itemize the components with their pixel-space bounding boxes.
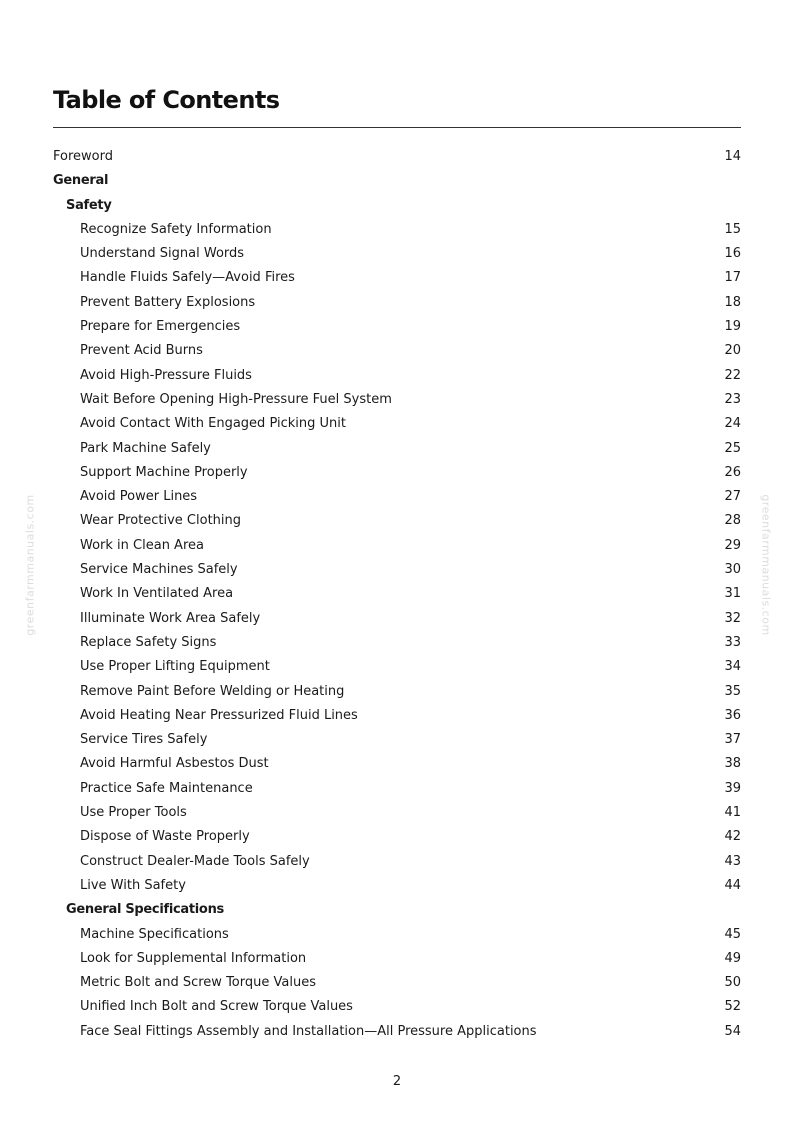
- toc-entry-page-number: 22: [724, 367, 741, 383]
- toc-entry-page-number: 27: [724, 489, 741, 505]
- toc-entry-label: Understand Signal Words: [80, 246, 245, 262]
- toc-entry-label: Support Machine Properly: [80, 464, 248, 480]
- toc-entry-page-number: 44: [724, 877, 741, 893]
- toc-entry[interactable]: [0, 680, 794, 704]
- toc-entry-page-number: 17: [724, 270, 741, 286]
- toc-entry-label: Recognize Safety Information: [80, 221, 272, 237]
- toc-entry-label: Service Tires Safely: [80, 732, 208, 748]
- toc-entry-label: Use Proper Lifting Equipment: [80, 659, 270, 675]
- toc-entry-page-number: 32: [724, 610, 741, 626]
- toc-entry-page-number: 38: [724, 756, 741, 772]
- toc-entry-label: Work in Clean Area: [80, 537, 204, 553]
- toc-entry-label: Remove Paint Before Welding or Heating: [80, 683, 345, 699]
- toc-entry-page-number: 34: [724, 659, 741, 675]
- toc-entry[interactable]: [0, 291, 794, 315]
- toc-entry-page-number: 30: [724, 562, 741, 578]
- toc-entry-label: Replace Safety Signs: [80, 634, 217, 650]
- toc-entry[interactable]: [0, 607, 794, 631]
- toc-entry-label: Machine Specifications: [80, 926, 229, 942]
- toc-entry-label: Avoid Power Lines: [80, 489, 198, 505]
- toc-entry-label: Live With Safety: [80, 877, 186, 893]
- toc-entry-label: Wear Protective Clothing: [80, 513, 242, 529]
- toc-entry[interactable]: [0, 850, 794, 874]
- toc-entry-label: Wait Before Opening High-Pressure Fuel System: [80, 391, 392, 407]
- toc-section-heading: [0, 898, 794, 922]
- toc-entry-page-number: 36: [724, 707, 741, 723]
- toc-entry-label: Prevent Battery Explosions: [80, 294, 256, 310]
- toc-entry-page-number: 50: [724, 975, 741, 991]
- toc-entry-label: Avoid Harmful Asbestos Dust: [80, 756, 269, 772]
- toc-entry-label: Illuminate Work Area Safely: [80, 610, 261, 626]
- toc-entry[interactable]: [0, 388, 794, 412]
- toc-entry-label: Look for Supplemental Information: [80, 950, 307, 966]
- toc-entry[interactable]: [0, 145, 794, 169]
- toc-entry[interactable]: [0, 558, 794, 582]
- watermark-left: greenfarmmanuals.com: [23, 494, 37, 636]
- toc-entry[interactable]: [0, 923, 794, 947]
- toc-entry[interactable]: [0, 412, 794, 436]
- toc-entry[interactable]: [0, 995, 794, 1019]
- toc-entry-label: Handle Fluids Safely—Avoid Fires: [80, 270, 295, 286]
- toc-entry[interactable]: [0, 1020, 794, 1044]
- toc-entry-label: Construct Dealer-Made Tools Safely: [80, 853, 310, 869]
- toc-entry-page-number: 31: [724, 586, 741, 602]
- toc-entry-label: Avoid Heating Near Pressurized Fluid Lines: [80, 707, 358, 723]
- toc-entry-label: Park Machine Safely: [80, 440, 211, 456]
- toc-entry-label: Face Seal Fittings Assembly and Installation—All Pressure Applications: [80, 1023, 537, 1039]
- toc-section-heading: [0, 169, 794, 193]
- toc-entry[interactable]: [0, 631, 794, 655]
- toc-entry[interactable]: [0, 825, 794, 849]
- toc-entry[interactable]: [0, 266, 794, 290]
- toc-entry[interactable]: [0, 364, 794, 388]
- toc-entry-page-number: 35: [724, 683, 741, 699]
- toc-entry[interactable]: [0, 339, 794, 363]
- toc-entry-label: Avoid High-Pressure Fluids: [80, 367, 252, 383]
- toc-entry[interactable]: [0, 801, 794, 825]
- toc-entry-page-number: 24: [724, 416, 741, 432]
- toc-entry[interactable]: [0, 437, 794, 461]
- toc-entry-label: Practice Safe Maintenance: [80, 780, 253, 796]
- toc-entry-page-number: 23: [724, 391, 741, 407]
- toc-entry-page-number: 16: [724, 246, 741, 262]
- toc-entry[interactable]: [0, 534, 794, 558]
- toc-entry-page-number: 25: [724, 440, 741, 456]
- toc-entry[interactable]: [0, 947, 794, 971]
- watermark-right: greenfarmmanuals.com: [759, 494, 773, 636]
- toc-entry[interactable]: [0, 315, 794, 339]
- toc-entry-label: Unified Inch Bolt and Screw Torque Values: [80, 999, 353, 1015]
- toc-entry[interactable]: [0, 777, 794, 801]
- toc-entry[interactable]: [0, 582, 794, 606]
- toc-entry[interactable]: [0, 752, 794, 776]
- toc-entry-label: Avoid Contact With Engaged Picking Unit: [80, 416, 346, 432]
- toc-entry[interactable]: [0, 655, 794, 679]
- toc-entry-label: Work In Ventilated Area: [80, 586, 234, 602]
- toc-entry-page-number: 29: [724, 537, 741, 553]
- toc-entry-label: Metric Bolt and Screw Torque Values: [80, 975, 316, 991]
- toc-entry-page-number: 15: [724, 221, 741, 237]
- page-number: 2: [392, 1074, 402, 1089]
- toc-entry-label: Prevent Acid Burns: [80, 343, 203, 359]
- toc-entry[interactable]: [0, 461, 794, 485]
- toc-entry[interactable]: [0, 485, 794, 509]
- toc-entry[interactable]: [0, 242, 794, 266]
- toc-entry-page-number: 37: [724, 732, 741, 748]
- toc-entry[interactable]: [0, 509, 794, 533]
- toc-entry-label: Safety: [66, 197, 112, 213]
- toc-entry-page-number: 54: [724, 1023, 741, 1039]
- toc-entry-label: Prepare for Emergencies: [80, 319, 241, 335]
- toc-entry[interactable]: [0, 218, 794, 242]
- toc-entry-page-number: 45: [724, 926, 741, 942]
- title-divider: [53, 127, 741, 128]
- toc-entry[interactable]: [0, 971, 794, 995]
- toc-entry-page-number: 43: [724, 853, 741, 869]
- toc-entry-label: Service Machines Safely: [80, 562, 238, 578]
- toc-entry-page-number: 19: [724, 319, 741, 335]
- toc-entry-page-number: 52: [724, 999, 741, 1015]
- toc-entry[interactable]: [0, 728, 794, 752]
- toc-entry-page-number: 41: [724, 805, 741, 821]
- toc-entry-label: Use Proper Tools: [80, 805, 187, 821]
- toc-entry-page-number: 49: [724, 950, 741, 966]
- toc-entry-page-number: 14: [724, 149, 741, 164]
- page-title: Table of Contents: [53, 86, 280, 114]
- toc-entry-page-number: 33: [724, 634, 741, 650]
- toc-entry-page-number: 42: [724, 829, 741, 845]
- toc-entry-page-number: 26: [724, 464, 741, 480]
- toc-entry-label: General Specifications: [66, 902, 224, 918]
- toc-entry-label: General: [53, 173, 109, 189]
- toc-section-heading: [0, 194, 794, 218]
- toc-entry-page-number: 20: [724, 343, 741, 359]
- toc-entry-page-number: 18: [724, 294, 741, 310]
- toc-entry[interactable]: [0, 704, 794, 728]
- toc-entry[interactable]: [0, 874, 794, 898]
- table-of-contents: [0, 145, 794, 1044]
- toc-entry-label: Foreword: [53, 149, 113, 164]
- toc-entry-label: Dispose of Waste Properly: [80, 829, 250, 845]
- toc-entry-page-number: 28: [724, 513, 741, 529]
- toc-entry-page-number: 39: [724, 780, 741, 796]
